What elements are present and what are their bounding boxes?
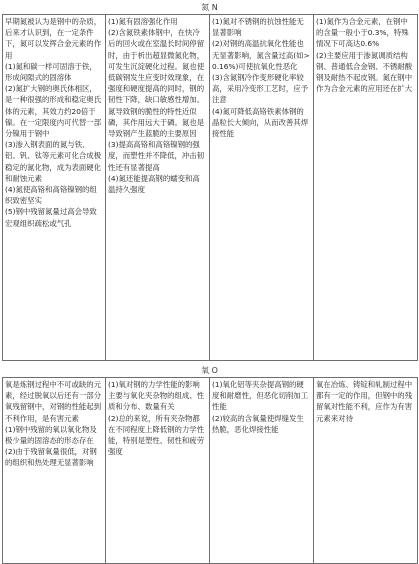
cell-text: (1)钢中残留的氧以氧化物及极少量的固溶态的形态存在	[5, 424, 97, 446]
cell-text: (3)渗入钢表面的氮与铁、铝、钒、钛等元素可化合成极稳定的氮化物，成为表面硬化和耐蚀元素	[5, 140, 102, 183]
cell-text: (4)氮可降低高铬铁素体钢的晶粒长大倾向，从而改善其焊接性能	[212, 106, 309, 139]
cell-text: (1)氮和碳一样可固溶于铁，形成间隙式的固溶体	[5, 61, 97, 83]
cell-text: 氧是炼钢过程中不可或缺的元素，经过脱氧以后还有一部分氧残留钢中，对钢的性能起到不利作用，是有害元素	[5, 380, 102, 423]
nitrogen-col-application	[314, 15, 418, 361]
cell-text: (4)氮使高铬和高铬镍钢的组织致密坚实	[5, 185, 97, 206]
table-row	[3, 378, 418, 564]
cell-text: (2)由于残留氧量很低，对钢的组织和热处理无显著影响	[5, 447, 97, 468]
cell-text: (2)氮扩大钢的奥氏体相区，是一种很强的形成和稳定奥氏体的元素，其效力约20倍于镍。在一定限度内可代替一部分镍用于钢中	[5, 84, 102, 139]
cell-text: 早期氮被认为是钢中的杂质，后来才认识到，在一定条件下，氮可以发挥合金元素的作用	[5, 17, 102, 60]
cell-text: (3)提高高铬和高铬镍钢的强度，而塑性并不降低，冲击韧性还有显著提高	[108, 140, 205, 172]
table-oxygen	[2, 377, 418, 564]
table-row	[3, 15, 418, 361]
section-header-oxygen: 氧 O	[201, 366, 218, 375]
table-nitrogen	[2, 14, 418, 361]
cell-text: (2)较高的含氧量使焊缝发生热脆，恶化焊接性能	[212, 413, 304, 434]
cell-text: 氧在冶炼、铸锭和轧制过程中都有一定的作用，但钢中的残留氧对性能不利，应作为有害元素来对待	[316, 380, 413, 423]
cell-text: (1)氧化铝等夹杂提高钢的硬度和耐磨性，但恶化切削加工性能	[212, 380, 309, 412]
oxygen-col-mechanical	[106, 378, 210, 564]
nitrogen-col-mechanical	[106, 15, 210, 361]
oxygen-col-physical	[210, 378, 314, 564]
oxygen-col-role	[3, 378, 106, 564]
nitrogen-col-physical	[210, 15, 314, 361]
cell-text: (5)钢中残留氮量过高会导致宏观组织疏松或气孔	[5, 207, 97, 228]
oxygen-col-application	[314, 378, 418, 564]
cell-text: (4)氮还能提高钢的蠕变和高温持久强度	[108, 173, 200, 195]
cell-text: (3)含氮钢冷作变形硬化率较高，采用冷变形工艺时，应予注意	[212, 73, 309, 105]
cell-text: (1)氮有固溶强化作用	[108, 17, 178, 26]
cell-text: (1)氧对钢的力学性能的影响主要与氧化夹杂物的组成、性质和分布、数量有关	[108, 380, 205, 412]
section-header-nitrogen: 氮 N	[201, 3, 218, 12]
nitrogen-col-role	[3, 15, 106, 361]
cell-text: (2)总的来说，所有夹杂物都在不同程度上降低钢的力学性能，特别是塑性、韧性和疲劳强度	[108, 413, 205, 457]
cell-text: (1)氮对不锈钢的抗蚀性能无显著影响	[212, 17, 304, 38]
cell-text: (1)氮作为合金元素，在钢中的含量一般小于0.3%，特殊情况下可高达0.6%	[316, 17, 409, 49]
cell-text: (2)对钢的高温抗氧化性能也无显著影响，氮含量过高(如>0.16%)可使抗氧化性恶化	[212, 39, 310, 71]
cell-text: (2)主要应用于渗氮调质结构钢、普通低合金钢、不锈耐酸钢及耐热不起皮钢。氮在钢中作为合金元素的应用还在扩大	[316, 50, 413, 94]
cell-text: (2)含氮铁素体钢中，在快冷后的回火或在室温长时间停留时，由于析出超显微氮化物，可发生沉淀硬化过程。氮也使低碳钢发生应变时效现象，在强度和硬度提高的同时，钢的韧性下降，缺口敏感性增加。氮导致钢的脆性的特性近似磷，其作用远大于磷。氮也是导致钢产生蓝脆的主要原因	[108, 28, 205, 139]
